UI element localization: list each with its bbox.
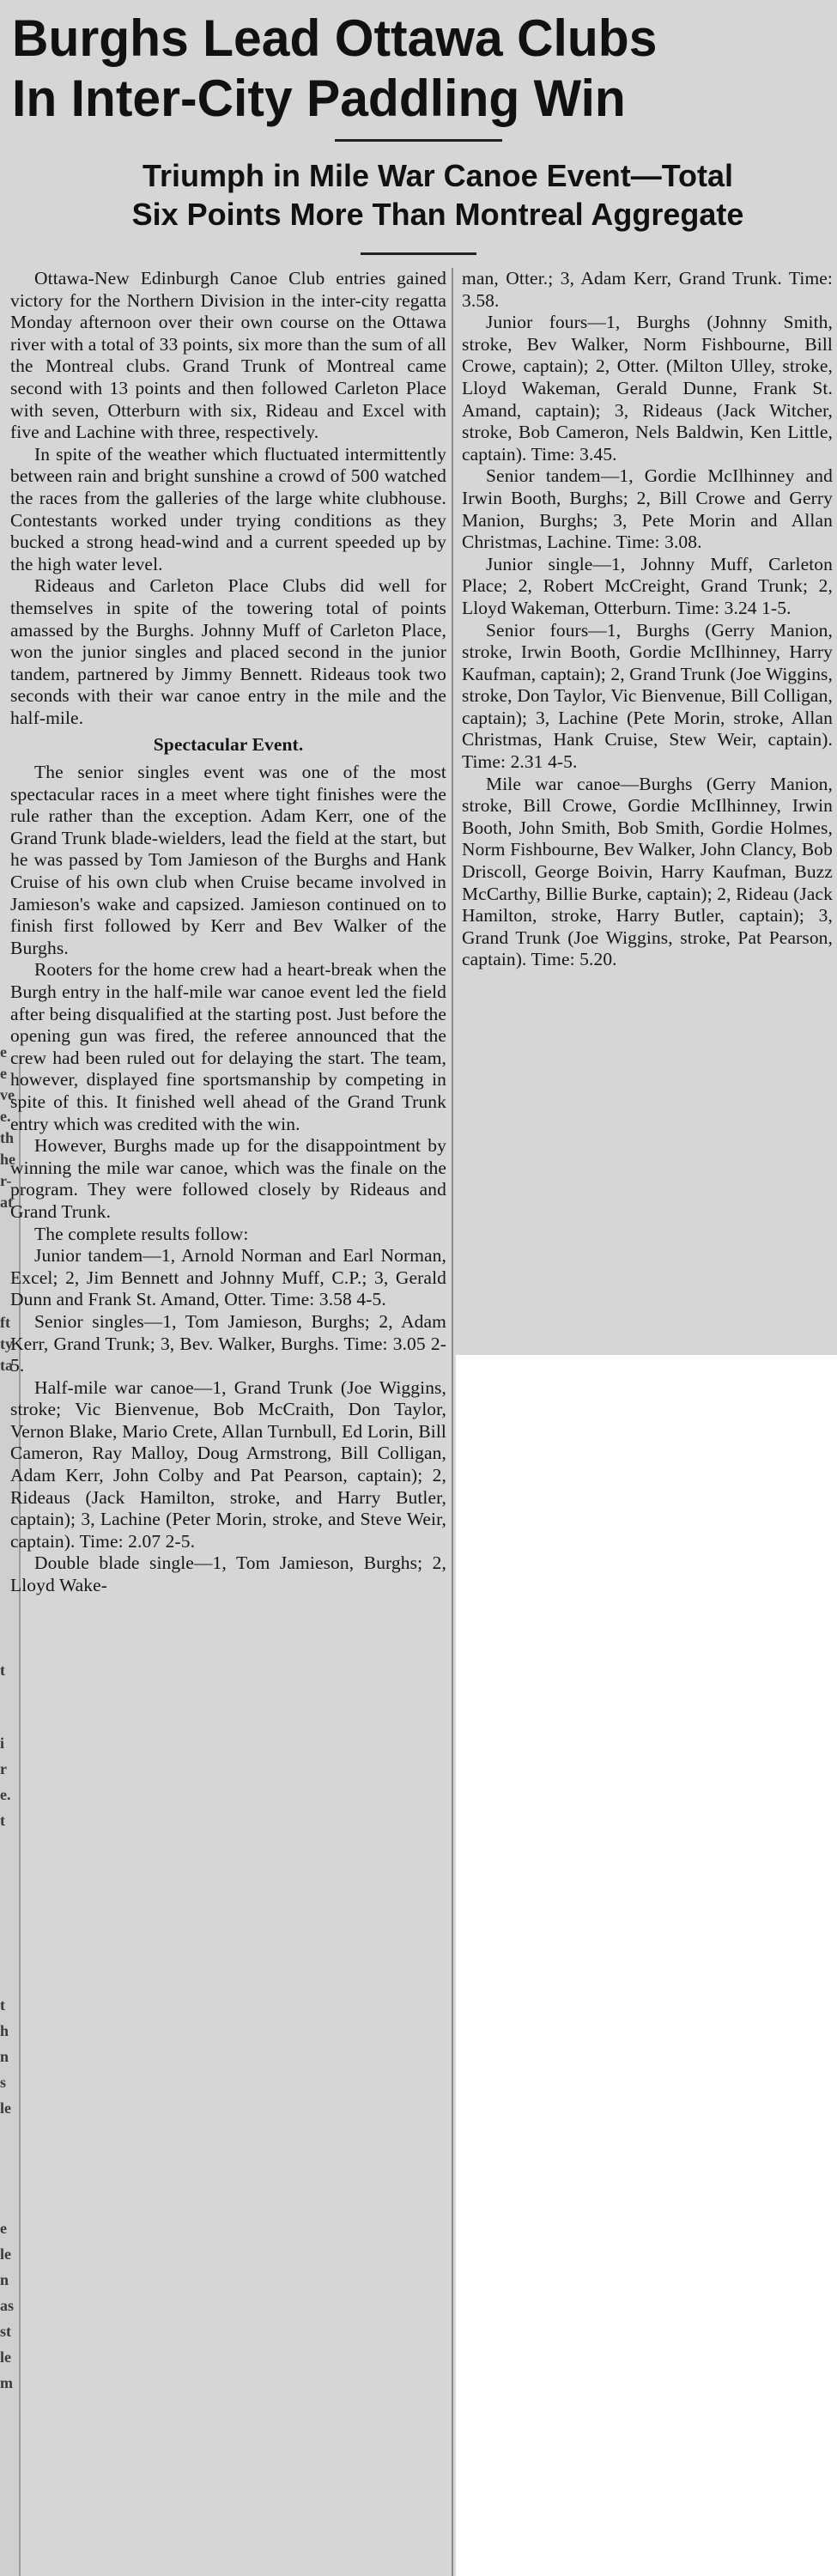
- results-paragraph: Senior tandem—1, Gordie McIlhinney and Irwin Booth, Burghs; 2, Bill Crowe and Gerry Manion, Burghs; 3, Pete Morin and Allan Christmas, Lachine. Time: 3.08.: [462, 465, 833, 553]
- gutter-fragment: st: [0, 2323, 11, 2340]
- gutter-fragment: ta: [0, 1357, 13, 1374]
- results-paragraph: Double blade single—1, Tom Jamieson, Burghs; 2, Lloyd Wake-: [10, 1552, 446, 1596]
- paragraph: In spite of the weather which fluctuated intermittently between rain and bright sunshine a crowd of 500 watched the races from the galleries of the large white clubhouse. Contestants worked under trying conditions as they bucked a strong head-wind and a current speeded up by the high water level.: [10, 443, 446, 574]
- headline-line-1: Burghs Lead Ottawa Clubs: [12, 9, 658, 67]
- results-paragraph: Junior fours—1, Burghs (Johnny Smith, stroke, Bev Walker, Norm Fishbourne, Bill Crowe, captain); 2, Otter. (Milton Ulley, stroke, Lloyd Wakeman, Gerald Dunne, Frank St. Amand, captain); 3, Rideaus (Jack Witcher, stroke, Bob Cameron, Nels Baldwin, Ken Little, captain). Time: 3.45.: [462, 312, 833, 465]
- subheadline-line-1: Triumph in Mile War Canoe Event—Total: [142, 158, 734, 193]
- results-paragraph: Junior tandem—1, Arnold Norman and Earl Norman, Excel; 2, Jim Bennett and Johnny Muff, C.P.; 3, Gerald Dunn and Frank St. Amand, Otter. Time: 3.58 4-5.: [10, 1245, 446, 1310]
- subheadline-line-2: Six Points More Than Montreal Aggregate: [131, 197, 744, 232]
- blank-area: [456, 1355, 837, 2576]
- gutter-fragment: r: [0, 1760, 7, 1777]
- gutter-fragment: e.: [0, 1108, 11, 1125]
- paragraph: Ottawa-New Edinburgh Canoe Club entries gained victory for the Northern Division in the inter-city regatta Monday afternoon over their own course on the Ottawa river with a total of 33 points, six more than the sum of all the Montreal clubs. Grand Trunk of Montreal came second with 13 points and then followed Carleton Place with seven, Otterburn with six, Rideau and Excel with five and Lachine with three, respectively.: [10, 268, 446, 443]
- gutter-fragment: e: [0, 1065, 7, 1082]
- headline-line-2: In Inter-City Paddling Win: [12, 70, 626, 127]
- gutter-fragment: n: [0, 2271, 9, 2288]
- subheadline: [52, 156, 824, 234]
- gutter-fragment: e: [0, 1043, 7, 1060]
- article-column-1: [10, 268, 446, 1596]
- paragraph: Rideaus and Carleton Place Clubs did well for themselves in spite of the towering total of points amassed by the Burghs. Johnny Muff of Carleton Place, won the junior singles and placed second in the junior tandem, partnered by Jimmy Bennett. Rideaus took two seconds with their war canoe entry in the mile and the half-mile.: [10, 575, 446, 728]
- gutter-fragment: le: [0, 2245, 11, 2263]
- results-paragraph: Senior singles—1, Tom Jamieson, Burghs; 2, Adam Kerr, Grand Trunk; 3, Bev. Walker, Burghs. Time: 3.05 2-5.: [10, 1310, 446, 1376]
- gutter-fragment: h: [0, 2022, 9, 2039]
- results-paragraph: Senior fours—1, Burghs (Gerry Manion, stroke, Irwin Booth, Gordie McIlhinney, Harry Kaufman, captain); 2, Grand Trunk (Joe Wiggins, stroke, Don Taylor, Vic Bienvenue, Bill Colligan, captain); 3, Lachine (Pete Morin, stroke, Allan Christmas, Hank Cruise, Stew Weir, captain). Time: 2.31 4-5.: [462, 619, 833, 773]
- results-paragraph: Half-mile war canoe—1, Grand Trunk (Joe Wiggins, stroke; Vic Bienvenue, Bob McCraith, Don Taylor, Vernon Blake, Mario Crete, Allan Turnbull, Ed Lorin, Bill Cameron, Ray Malloy, Doug Armstrong, Bill Colligan, Adam Kerr, John Colby and Pat Pearson, captain); 2, Rideaus (Jack Hamilton, stroke, and Harry Butler, captain); 3, Lachine (Peter Morin, stroke, and Steve Weir, captain). Time: 2.07 2-5.: [10, 1376, 446, 1552]
- gutter-fragment: he: [0, 1151, 15, 1168]
- gutter-fragment: ve: [0, 1086, 15, 1103]
- gutter-fragment: i: [0, 1735, 5, 1752]
- gutter-fragment: s: [0, 2074, 7, 2091]
- gutter-fragment: t: [0, 1812, 5, 1829]
- gutter-fragment: le: [0, 2348, 11, 2366]
- headline: [12, 9, 811, 129]
- gutter-fragment: le: [0, 2099, 11, 2117]
- paragraph: Rooters for the home crew had a heart-break when the Burgh entry in the half-mile war canoe event led the field after being disqualified at the starting post. Just before the opening gun was fired, the referee announced that the crew had been ruled out for delaying the start. The team, however, displayed fine sportsmanship by competing in spite of this. It finished well ahead of the Grand Trunk entry which was credited with the win.: [10, 959, 446, 1134]
- subheadline-rule: [361, 252, 476, 255]
- gutter-fragment: ft: [0, 1314, 10, 1331]
- gutter-fragment: t: [0, 1662, 5, 1679]
- column-divider: [452, 268, 453, 2576]
- results-paragraph: Mile war canoe—Burghs (Gerry Manion, stroke, Bill Crowe, Gordie McIlhinney, Irwin Booth, John Smith, Bob Smith, Gordie Holmes, Norm Fishbourne, Bev Walker, John Clancy, Bob Driscoll, George Boivin, Harry Kaufman, Buzz McCarthy, Billie Burke, captain); 2, Rideau (Jack Hamilton, stroke, Harry Butler, captain); 3, Grand Trunk (Joe Wiggins, stroke, Pat Pearson, captain). Time: 5.20.: [462, 773, 833, 970]
- gutter-fragment: m: [0, 2374, 13, 2391]
- paragraph: However, Burghs made up for the disappointment by winning the mile war canoe, which was the finale on the program. They were followed closely by Rideaus and Grand Trunk.: [10, 1135, 446, 1222]
- article-column-2: [462, 268, 833, 1358]
- gutter-fragment: r-: [0, 1172, 12, 1189]
- headline-rule: [335, 139, 502, 142]
- gutter-fragment: n: [0, 2048, 9, 2065]
- gutter-fragment: t: [0, 1996, 5, 2014]
- gutter-fragment: ty: [0, 1335, 13, 1352]
- paragraph: The complete results follow:: [34, 1223, 249, 1244]
- section-subhead: Spectacular Event.: [153, 734, 304, 756]
- gutter-fragment: e: [0, 2220, 7, 2237]
- results-paragraph: man, Otter.; 3, Adam Kerr, Grand Trunk. Time: 3.58.: [462, 268, 833, 311]
- gutter-fragment: as: [0, 2297, 15, 2314]
- gutter-fragment: at: [0, 1194, 13, 1211]
- results-paragraph: Junior single—1, Johnny Muff, Carleton Place; 2, Robert McCreight, Grand Trunk; 2, Lloyd Wakeman, Otterburn. Time: 3.24 1-5.: [462, 553, 833, 618]
- gutter-fragment: th: [0, 1129, 15, 1146]
- gutter-fragment: e.: [0, 1786, 11, 1803]
- paragraph: The senior singles event was one of the most spectacular races in a meet where tight finishes were the rule rather than the exception. Adam Kerr, one of the Grand Trunk blade-wielders, lead the field at the start, but he was passed by Tom Jamieson of the Burghs and Hank Cruise of his own club when Cruise became involved in Jamieson's wake and capsized. Jamieson continued on to finish first followed by Kerr and Bev Walker of the Burghs.: [10, 762, 446, 958]
